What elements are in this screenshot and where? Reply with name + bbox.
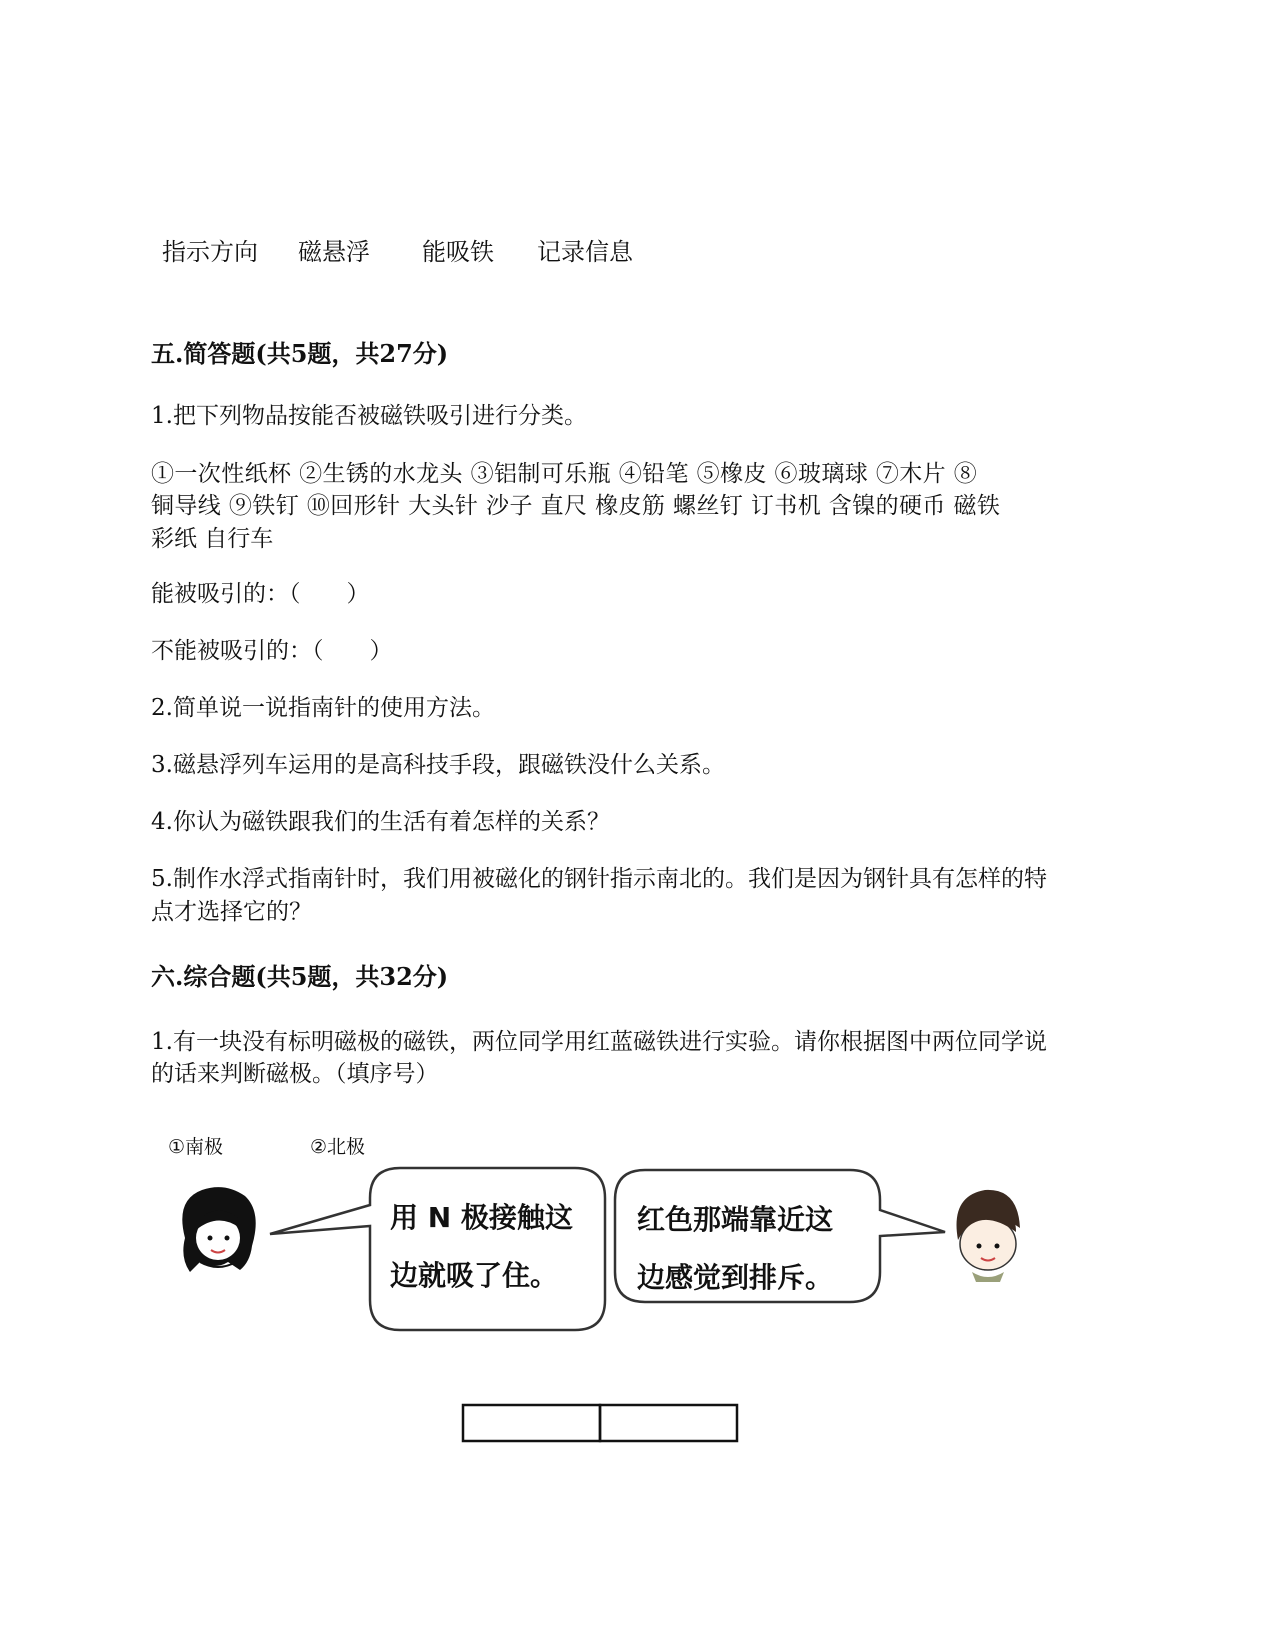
s5-q4: 4.你认为磁铁跟我们的生活有着怎样的关系？ (151, 809, 610, 835)
answer-box-right (600, 1405, 737, 1441)
s5-q5-line1: 5.制作水浮式指南针时，我们用被磁化的钢针指示南北的。我们是因为钢针具有怎样的特 (151, 866, 1047, 892)
s5-q1-items-line2: 铜导线 ⑨铁钉 ⑩回形针 大头针 沙子 直尺 橡皮筋 螺丝钉 订书机 含镍的硬币 磁铁 (151, 493, 1001, 519)
s5-q1-items-line1: ①一次性纸杯 ②生锈的水龙头 ③铝制可乐瓶 ④铅笔 ⑤橡皮 ⑥玻璃球 ⑦木片 ⑧ (151, 461, 978, 487)
option-record-info: 记录信息 (537, 238, 633, 266)
s6-q1-line2: 的话来判断磁极。（填序号） (151, 1061, 439, 1087)
s5-q2: 2.简单说一说指南针的使用方法。 (151, 695, 495, 721)
speech-bubble-left (270, 1168, 605, 1330)
label-south-pole: ①南极 (168, 1136, 224, 1158)
s5-q1-attract: 能被吸引的：（ ） (151, 581, 370, 607)
girl-illustration (182, 1187, 255, 1272)
option-direction: 指示方向 (162, 238, 258, 266)
boy-illustration (957, 1190, 1020, 1282)
s5-q1-items-line3: 彩纸 自行车 (151, 526, 274, 552)
bubble-right-line1: 红色那端靠近这 (637, 1203, 834, 1236)
answer-box-left (463, 1405, 600, 1441)
s5-q3: 3.磁悬浮列车运用的是高科技手段，跟磁铁没什么关系。 (151, 752, 725, 778)
s5-q1-not-attract: 不能被吸引的：（ ） (151, 638, 393, 664)
option-maglev: 磁悬浮 (298, 238, 370, 266)
s6-q1-line1: 1.有一块没有标明磁极的磁铁，两位同学用红蓝磁铁进行实验。请你根据图中两位同学说 (151, 1029, 1047, 1055)
s5-q1-prompt: 1.把下列物品按能否被磁铁吸引进行分类。 (151, 403, 587, 429)
bubble-left-line2: 边就吸了住。 (390, 1259, 559, 1292)
option-attract-iron: 能吸铁 (422, 238, 494, 266)
bubble-right-line2: 边感觉到排斥。 (637, 1261, 834, 1294)
section6-heading: 六.综合题(共5题，共32分) (151, 962, 449, 991)
label-north-pole: ②北极 (310, 1136, 366, 1158)
s5-q5-line2: 点才选择它的？ (151, 899, 312, 925)
section5-heading: 五.简答题(共5题，共27分) (151, 339, 449, 368)
bubble-left-line1: 用 N 极接触这 (390, 1201, 573, 1234)
